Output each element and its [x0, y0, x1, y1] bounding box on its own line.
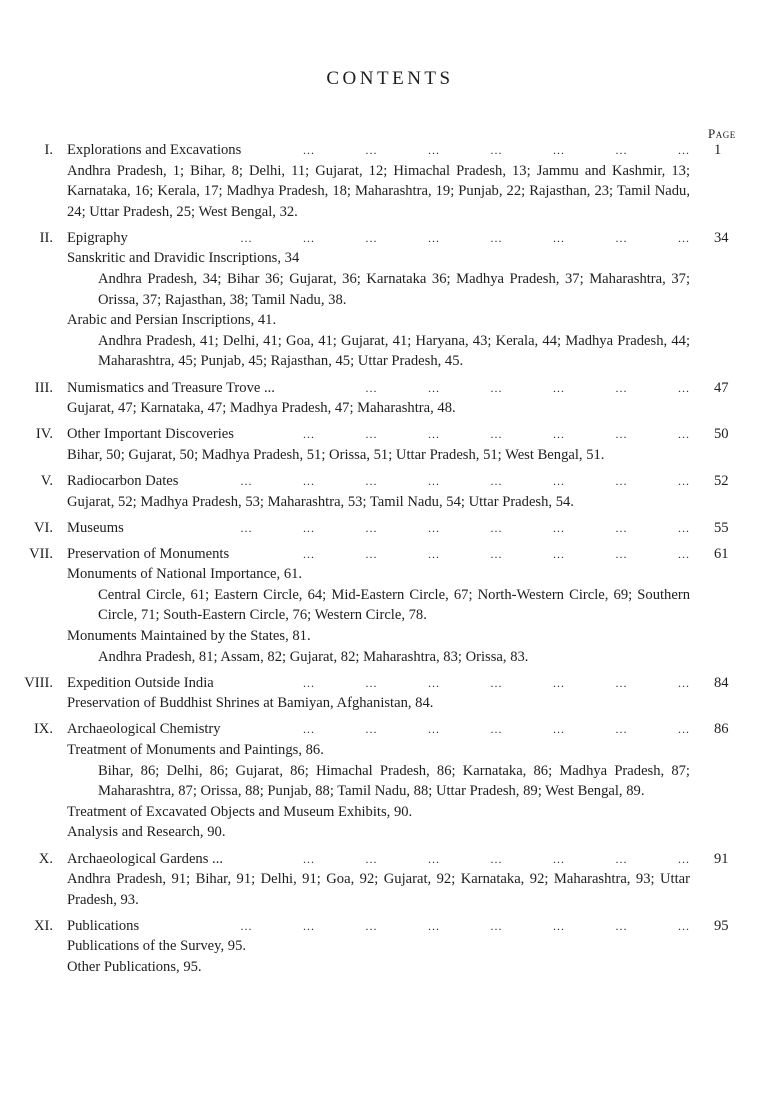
leader-dots: ...: [428, 230, 440, 245]
toc-section: [0, 378, 780, 419]
page-number[interactable]: 86: [714, 721, 729, 738]
leader-dots: ...: [365, 722, 378, 737]
leader-dots: ...: [553, 851, 565, 866]
title-wrap: [67, 916, 690, 937]
leader-dots: ...: [615, 230, 628, 245]
leader-dots: ...: [615, 722, 628, 737]
leader-dots: ...: [365, 675, 378, 690]
leader-dots: ...: [553, 675, 565, 690]
leader-dots: ...: [615, 520, 628, 535]
leader-dots: ...: [490, 675, 503, 690]
section-title[interactable]: Explorations and Excavations: [67, 142, 242, 158]
toc-section: [0, 424, 780, 465]
leader-dots: ...: [615, 473, 628, 488]
leader-dots: ...: [365, 380, 378, 395]
toc-entry[interactable]: [0, 849, 780, 870]
leader-dots: ...: [240, 473, 253, 488]
sub-entry: Monuments Maintained by the States, 81.: [67, 628, 311, 645]
sub-entry-detail: Andhra Pradesh, 41; Delhi, 41; Goa, 41; Gujarat, 41; Haryana, 43; Kerala, 44; Madhya Pradesh, 44; Maharashtra, 45; Punjab, 45; Rajasthan, 45; Uttar Pradesh, 45.: [98, 332, 690, 370]
section-title[interactable]: Preservation of Monuments: [67, 545, 230, 562]
section-numeral: V.: [40, 472, 53, 489]
page-number[interactable]: 55: [714, 519, 729, 536]
leader-dots: ...: [428, 427, 440, 442]
toc-section: [0, 544, 780, 668]
section-numeral: XI.: [33, 917, 53, 934]
section-numeral: VI.: [33, 519, 53, 536]
leader-dots: ...: [615, 427, 628, 442]
leader-dots: ...: [490, 427, 503, 442]
page-number[interactable]: 91: [714, 850, 729, 867]
toc-section: [0, 673, 780, 714]
title-wrap: [67, 228, 690, 249]
sub-entry: Gujarat, 52; Madhya Pradesh, 53; Maharashtra, 53; Tamil Nadu, 54; Uttar Pradesh, 54.: [67, 493, 574, 510]
leader-dots: ...: [240, 520, 253, 535]
dot-leader: [214, 673, 690, 694]
sub-entry: Andhra Pradesh, 91; Bihar, 91; Delhi, 91; Goa, 92; Gujarat, 92; Karnataka, 92; Maharashtra, 93; Uttar Pradesh, 93.: [67, 871, 690, 908]
leader-dots: ...: [303, 520, 315, 535]
leader-dots: ...: [428, 143, 440, 157]
leader-dots: ...: [365, 427, 378, 442]
page-number[interactable]: 47: [714, 379, 729, 396]
leader-dots: ...: [678, 520, 690, 535]
title-wrap: [67, 719, 690, 740]
page-number[interactable]: 34: [714, 229, 729, 246]
title-wrap: [67, 471, 690, 492]
page-number[interactable]: 95: [714, 917, 729, 934]
leader-dots: ...: [490, 722, 503, 737]
sub-entry: Analysis and Research, 90.: [67, 824, 226, 841]
dot-leader: [229, 544, 690, 565]
leader-dots: ...: [553, 546, 565, 561]
page-number[interactable]: 1: [714, 142, 722, 158]
leader-dots: ...: [678, 427, 690, 442]
toc-section: [0, 228, 780, 372]
leader-dots: ...: [303, 675, 315, 690]
leader-dots: ...: [678, 918, 690, 933]
leader-dots: ...: [615, 918, 628, 933]
leader-dots: ...: [678, 722, 690, 737]
sub-entry-detail: Central Circle, 61; Eastern Circle, 64; Mid-Eastern Circle, 67; North-Western Circle, 69; Southern Circle, 71; South-Eastern Circle, 76; Western Circle, 78.: [98, 586, 690, 624]
toc-entry[interactable]: [0, 140, 780, 161]
section-title[interactable]: Archaeological Gardens ...: [67, 850, 224, 867]
section-title[interactable]: Epigraphy: [67, 229, 128, 246]
leader-dots: ...: [553, 230, 565, 245]
section-title[interactable]: Museums: [67, 519, 124, 536]
leader-dots: ...: [303, 851, 315, 866]
leader-dots: ...: [490, 230, 503, 245]
title-wrap: [67, 518, 690, 539]
leader-dots: ...: [240, 918, 253, 933]
leader-dots: ...: [490, 546, 503, 561]
title-wrap: [67, 849, 690, 870]
page-number[interactable]: 52: [714, 472, 729, 489]
page-number[interactable]: 84: [714, 674, 729, 691]
section-numeral: IX.: [33, 721, 53, 738]
leader-dots: ...: [365, 143, 378, 157]
title-wrap: [67, 378, 690, 399]
leader-dots: ...: [615, 143, 628, 157]
section-numeral: VII.: [29, 545, 53, 562]
leader-dots: ...: [428, 380, 440, 395]
page-number[interactable]: 61: [714, 545, 729, 562]
leader-dots: ...: [303, 230, 315, 245]
sub-entry-detail: Bihar, 86; Delhi, 86; Gujarat, 86; Himachal Pradesh, 86; Karnataka, 86; Madhya Pradesh, 87; Maharashtra, 87; Orissa, 88; Punjab, 88; Tamil Nadu, 88; Uttar Pradesh, 89; West Bengal, 89.: [98, 762, 690, 800]
leader-dots: ...: [553, 473, 565, 488]
page-number[interactable]: 50: [714, 426, 729, 443]
leader-dots: ...: [365, 546, 378, 561]
toc-entry[interactable]: [0, 471, 780, 492]
leader-dots: ...: [428, 722, 440, 737]
section-title[interactable]: Publications: [67, 917, 140, 934]
toc-section: [0, 140, 780, 222]
sub-entry: Sanskritic and Dravidic Inscriptions, 34: [67, 250, 300, 267]
section-title[interactable]: Expedition Outside India: [67, 674, 214, 691]
leader-dots: ...: [678, 675, 690, 690]
toc-entry[interactable]: [0, 544, 780, 565]
section-title[interactable]: Radiocarbon Dates: [67, 472, 179, 489]
leader-dots: ...: [678, 473, 690, 488]
leader-dots: ...: [303, 427, 315, 442]
leader-dots: ...: [678, 230, 690, 245]
leader-dots: ...: [678, 851, 690, 866]
section-numeral: IV.: [35, 426, 53, 443]
sub-entry: Preservation of Buddhist Shrines at Bamiyan, Afghanistan, 84.: [67, 695, 434, 712]
toc-entry[interactable]: [0, 378, 780, 399]
toc-entry[interactable]: [0, 673, 780, 694]
sub-entry: Treatment of Monuments and Paintings, 86.: [67, 742, 324, 759]
toc-section: [0, 471, 780, 512]
section-numeral: II.: [39, 229, 53, 246]
leader-dots: ...: [303, 918, 315, 933]
leader-dots: ...: [553, 722, 565, 737]
title-wrap: [67, 673, 690, 694]
sub-entry: Bihar, 50; Gujarat, 50; Madhya Pradesh, 51; Orissa, 51; Uttar Pradesh, 51; West Bengal, 51.: [67, 446, 605, 463]
leader-dots: ...: [490, 143, 503, 157]
leader-dots: ...: [490, 473, 503, 488]
leader-dots: ...: [303, 143, 315, 157]
dot-leader: [128, 228, 690, 249]
title-wrap: [67, 424, 690, 445]
leader-dots: ...: [365, 918, 378, 933]
table-of-contents: [0, 140, 780, 983]
dot-leader: [275, 378, 690, 399]
leader-dots: ...: [615, 546, 628, 561]
leader-dots: ...: [303, 546, 315, 561]
sub-entry: Treatment of Excavated Objects and Museum Exhibits, 90.: [67, 803, 413, 820]
leader-dots: ...: [553, 520, 565, 535]
toc-section: [0, 518, 780, 539]
sub-entry: Arabic and Persian Inscriptions, 41.: [67, 312, 277, 329]
toc-entry[interactable]: [0, 916, 780, 937]
section-numeral: III.: [34, 379, 53, 396]
page-title: CONTENTS: [326, 68, 454, 89]
leader-dots: ...: [365, 520, 378, 535]
leader-dots: ...: [553, 143, 565, 157]
leader-dots: ...: [490, 380, 503, 395]
toc-entry[interactable]: [0, 424, 780, 445]
sub-entry-detail: Andhra Pradesh, 81; Assam, 82; Gujarat, 82; Maharashtra, 83; Orissa, 83.: [98, 648, 529, 665]
dot-leader: [178, 471, 690, 492]
toc-entry[interactable]: [0, 518, 780, 539]
leader-dots: ...: [678, 380, 690, 395]
sub-entry-detail: Andhra Pradesh, 34; Bihar 36; Gujarat, 36; Karnataka 36; Madhya Pradesh, 37; Maharashtra, 37; Orissa, 37; Rajasthan, 38; Tamil Nadu, 38.: [98, 271, 690, 308]
leader-dots: ...: [490, 918, 503, 933]
section-numeral: X.: [38, 850, 53, 867]
toc-entry[interactable]: [0, 228, 780, 249]
leader-dots: ...: [553, 427, 565, 442]
sub-entry: Andhra Pradesh, 1; Bihar, 8; Delhi, 11; Gujarat, 12; Himachal Pradesh, 13; Jammu and Kashmir, 13; Karnataka, 16; Kerala, 17; Madhya Pradesh, 18; Maharashtra, 19; Punjab, 22; Rajasthan, 23; Tamil Nadu, 24; Uttar Pradesh, 25; West Bengal, 32.: [67, 162, 690, 220]
leader-dots: ...: [365, 473, 378, 488]
section-title[interactable]: Other Important Discoveries: [67, 426, 234, 443]
leader-dots: ...: [428, 918, 440, 933]
dot-leader: [221, 719, 690, 740]
section-numeral: VIII.: [24, 674, 53, 691]
leader-dots: ...: [365, 230, 378, 245]
dot-leader: [234, 424, 690, 445]
leader-dots: ...: [428, 675, 440, 690]
leader-dots: ...: [303, 473, 315, 488]
leader-dots: ...: [240, 230, 253, 245]
sub-entry: Gujarat, 47; Karnataka, 47; Madhya Pradesh, 47; Maharashtra, 48.: [67, 400, 456, 417]
sub-entry: Monuments of National Importance, 61.: [67, 566, 303, 583]
leader-dots: ...: [490, 851, 503, 866]
toc-section: [0, 849, 780, 911]
title-wrap: [67, 544, 690, 565]
section-title[interactable]: Numismatics and Treasure Trove ...: [67, 379, 275, 396]
leader-dots: ...: [678, 546, 690, 561]
leader-dots: ...: [615, 380, 628, 395]
page-column-label: Page: [708, 126, 736, 141]
sub-entry: Publications of the Survey, 95.: [67, 938, 247, 955]
sub-entry: Other Publications, 95.: [67, 958, 202, 975]
section-title[interactable]: Archaeological Chemistry: [67, 721, 221, 738]
section-numeral: I.: [44, 142, 53, 158]
toc-entry[interactable]: [0, 719, 780, 740]
toc-section: [0, 916, 780, 978]
leader-dots: ...: [553, 918, 565, 933]
dot-leader: [124, 518, 690, 539]
leader-dots: ...: [615, 851, 628, 866]
leader-dots: ...: [553, 380, 565, 395]
dot-leader: [223, 849, 690, 870]
leader-dots: ...: [615, 675, 628, 690]
title-wrap: [67, 140, 690, 161]
leader-dots: ...: [490, 520, 503, 535]
leader-dots: ...: [678, 143, 690, 157]
toc-section: [0, 719, 780, 843]
leader-dots: ...: [303, 722, 315, 737]
leader-dots: ...: [365, 851, 378, 866]
leader-dots: ...: [428, 851, 440, 866]
leader-dots: ...: [428, 520, 440, 535]
dot-leader: [139, 916, 690, 937]
dot-leader: [241, 140, 690, 161]
leader-dots: ...: [428, 546, 440, 561]
leader-dots: ...: [428, 473, 440, 488]
